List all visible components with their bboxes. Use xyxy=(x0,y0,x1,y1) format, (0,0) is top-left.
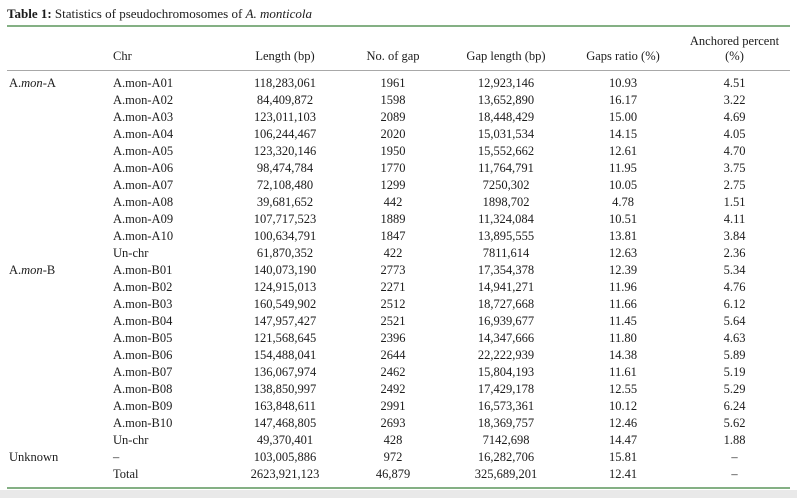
cell-length: 107,717,523 xyxy=(253,212,317,226)
table-row xyxy=(7,211,790,228)
header-group xyxy=(7,26,111,71)
cell-gap_length: 13,652,890 xyxy=(477,93,535,107)
cell-chr: A.mon-A10 xyxy=(113,229,174,243)
cell-length: 39,681,652 xyxy=(256,195,314,209)
header-gap-length: Gap length (bp) xyxy=(445,26,567,71)
header-gaps-ratio: Gaps ratio (%) xyxy=(567,26,679,71)
cell-gaps: 2521 xyxy=(380,314,406,328)
cell-anchored: 4.69 xyxy=(723,110,746,124)
cell-gap_length: 325,689,201 xyxy=(474,467,538,481)
cell-chr: A.mon-B09 xyxy=(113,399,173,413)
table-row xyxy=(7,262,790,279)
cell-gap_length: 17,354,378 xyxy=(477,263,535,277)
cell-gaps: 2020 xyxy=(380,127,406,141)
cell-length: 123,320,146 xyxy=(253,144,317,158)
cell-length: 118,283,061 xyxy=(253,76,317,90)
cell-group xyxy=(7,109,111,126)
cell-gap_length: 16,573,361 xyxy=(477,399,535,413)
cell-gaps: 2512 xyxy=(380,297,406,311)
cell-anchored: 5.29 xyxy=(723,382,746,396)
cell-length: 103,005,886 xyxy=(253,450,317,464)
cell-gap_length: 12,923,146 xyxy=(477,76,535,90)
cell-anchored: 5.62 xyxy=(723,416,746,430)
cell-anchored: 6.12 xyxy=(723,297,746,311)
cell-gap_length: 16,282,706 xyxy=(477,450,535,464)
cell-ratio: 11.61 xyxy=(609,365,637,379)
cell-anchored: 1.51 xyxy=(723,195,746,209)
cell-group xyxy=(7,160,111,177)
table-caption-text: Statistics of pseudochromosomes of xyxy=(54,6,243,21)
table-row xyxy=(7,330,790,347)
cell-gaps: 2693 xyxy=(380,416,406,430)
cell-group xyxy=(7,330,111,347)
cell-anchored: 3.75 xyxy=(723,161,746,175)
cell-anchored: 3.22 xyxy=(723,93,746,107)
cell-anchored: – xyxy=(731,450,738,464)
cell-ratio: 12.63 xyxy=(608,246,638,260)
cell-chr: Total xyxy=(113,467,139,481)
cell-chr: A.mon-B05 xyxy=(113,331,173,345)
cell-gaps: 422 xyxy=(383,246,403,260)
table-row xyxy=(7,194,790,211)
cell-chr: A.mon-A04 xyxy=(113,127,174,141)
table-body xyxy=(7,71,790,489)
cell-ratio: 16.17 xyxy=(608,93,638,107)
cell-chr: A.mon-B10 xyxy=(113,416,173,430)
cell-anchored: 2.75 xyxy=(723,178,746,192)
cell-chr: A.mon-B08 xyxy=(113,382,173,396)
table-row xyxy=(7,398,790,415)
cell-gaps: 1950 xyxy=(380,144,406,158)
cell-ratio: 15.00 xyxy=(608,110,638,124)
table-row xyxy=(7,71,790,93)
table-header-row xyxy=(7,26,790,71)
cell-chr: Un-chr xyxy=(113,433,149,447)
cell-anchored: 5.19 xyxy=(723,365,746,379)
cell-gap_length: 15,804,193 xyxy=(477,365,535,379)
cell-chr: A.mon-B02 xyxy=(113,280,173,294)
cell-ratio: 10.12 xyxy=(608,399,638,413)
cell-gaps: 1598 xyxy=(380,93,406,107)
table-caption-label: Table 1: xyxy=(7,6,52,21)
cell-group xyxy=(7,347,111,364)
cell-gap_length: 7142,698 xyxy=(482,433,530,447)
table-row xyxy=(7,143,790,160)
cell-gap_length: 15,031,534 xyxy=(477,127,535,141)
cell-gap_length: 11,324,084 xyxy=(478,212,534,226)
cell-anchored: 5.64 xyxy=(723,314,746,328)
cell-gaps: 2271 xyxy=(380,280,406,294)
cell-group xyxy=(7,364,111,381)
cell-group xyxy=(7,177,111,194)
table-row xyxy=(7,160,790,177)
cell-length: 106,244,467 xyxy=(253,127,317,141)
table-row xyxy=(7,466,790,488)
cell-ratio: 12.46 xyxy=(608,416,638,430)
cell-group xyxy=(7,398,111,415)
cell-ratio: 12.41 xyxy=(608,467,638,481)
cell-length: 72,108,480 xyxy=(256,178,314,192)
cell-gaps: 972 xyxy=(383,450,403,464)
cell-ratio: 11.66 xyxy=(609,297,637,311)
table-row xyxy=(7,228,790,245)
cell-gap_length: 16,939,677 xyxy=(477,314,535,328)
cell-chr: A.mon-A05 xyxy=(113,144,174,158)
pseudochromosome-stats-table xyxy=(7,25,790,489)
cell-anchored: 3.84 xyxy=(723,229,746,243)
cell-gaps: 1889 xyxy=(380,212,406,226)
cell-gaps: 2644 xyxy=(380,348,406,362)
table-row xyxy=(7,296,790,313)
cell-group xyxy=(7,92,111,109)
cell-gap_length: 14,347,666 xyxy=(477,331,535,345)
table-header xyxy=(7,26,790,71)
table-row xyxy=(7,381,790,398)
cell-chr: A.mon-A06 xyxy=(113,161,174,175)
cell-gap_length: 13,895,555 xyxy=(477,229,535,243)
cell-length: 160,549,902 xyxy=(253,297,317,311)
cell-length: 123,011,103 xyxy=(253,110,317,124)
cell-chr: A.mon-A03 xyxy=(113,110,174,124)
cell-anchored: 5.89 xyxy=(723,348,746,362)
table-row xyxy=(7,313,790,330)
cell-chr: A.mon-B07 xyxy=(113,365,173,379)
cell-anchored: 1.88 xyxy=(723,433,746,447)
cell-anchored: 2.36 xyxy=(723,246,746,260)
cell-group xyxy=(7,143,111,160)
cell-ratio: 11.95 xyxy=(609,161,637,175)
cell-gap_length: 11,764,791 xyxy=(478,161,534,175)
cell-group: Unknown xyxy=(9,450,59,464)
cell-ratio: 11.45 xyxy=(609,314,637,328)
cell-chr: A.mon-A02 xyxy=(113,93,174,107)
table-caption-species: A. monticola xyxy=(245,6,313,21)
cell-chr: A.mon-B04 xyxy=(113,314,173,328)
cell-length: 124,915,013 xyxy=(253,280,317,294)
cell-anchored: 6.24 xyxy=(723,399,746,413)
cell-gaps: 2492 xyxy=(380,382,406,396)
cell-gap_length: 15,552,662 xyxy=(477,144,535,158)
cell-gap_length: 22,222,939 xyxy=(477,348,535,362)
table-row xyxy=(7,279,790,296)
cell-gaps: 442 xyxy=(383,195,403,209)
cell-ratio: 10.93 xyxy=(608,76,638,90)
cell-length: 61,870,352 xyxy=(256,246,314,260)
page-bottom-band xyxy=(0,490,797,498)
cell-ratio: 13.81 xyxy=(608,229,638,243)
cell-group xyxy=(7,228,111,245)
cell-anchored: 4.05 xyxy=(723,127,746,141)
cell-gaps: 2773 xyxy=(380,263,406,277)
table-row xyxy=(7,177,790,194)
header-anchored-pct: Anchored percent (%) xyxy=(679,26,790,71)
header-length: Length (bp) xyxy=(229,26,341,71)
cell-group xyxy=(7,126,111,143)
cell-length: 147,957,427 xyxy=(253,314,317,328)
table-row xyxy=(7,347,790,364)
cell-anchored: 4.11 xyxy=(723,212,746,226)
cell-gaps: 1299 xyxy=(380,178,406,192)
cell-length: 98,474,784 xyxy=(256,161,314,175)
cell-ratio: 14.47 xyxy=(608,433,638,447)
cell-gap_length: 18,727,668 xyxy=(477,297,535,311)
cell-length: 84,409,872 xyxy=(256,93,314,107)
cell-group xyxy=(7,415,111,432)
cell-length: 2623,921,123 xyxy=(250,467,320,481)
cell-gaps: 1770 xyxy=(380,161,406,175)
cell-length: 49,370,401 xyxy=(256,433,314,447)
cell-gap_length: 18,448,429 xyxy=(477,110,535,124)
header-chr: Chr xyxy=(111,26,229,71)
cell-group xyxy=(7,296,111,313)
cell-gaps: 2089 xyxy=(380,110,406,124)
table-row xyxy=(7,126,790,143)
cell-gap_length: 17,429,178 xyxy=(477,382,535,396)
cell-group xyxy=(7,313,111,330)
cell-length: 136,067,974 xyxy=(253,365,317,379)
cell-chr: A.mon-B06 xyxy=(113,348,173,362)
cell-ratio: 12.55 xyxy=(608,382,638,396)
cell-group xyxy=(7,245,111,262)
table-row xyxy=(7,92,790,109)
table-caption xyxy=(7,4,790,25)
cell-gap_length: 1898,702 xyxy=(482,195,530,209)
table-row xyxy=(7,415,790,432)
cell-gaps: 46,879 xyxy=(375,467,411,481)
cell-group: A.mon-A xyxy=(9,76,56,90)
table-row xyxy=(7,432,790,449)
cell-gaps: 2462 xyxy=(380,365,406,379)
cell-chr: A.mon-A07 xyxy=(113,178,174,192)
cell-anchored: 4.63 xyxy=(723,331,746,345)
cell-gaps: 1847 xyxy=(380,229,406,243)
cell-chr: A.mon-B01 xyxy=(113,263,173,277)
cell-ratio: 14.15 xyxy=(608,127,638,141)
cell-anchored: 4.51 xyxy=(723,76,746,90)
cell-group xyxy=(7,279,111,296)
cell-anchored: 4.70 xyxy=(723,144,746,158)
table-row xyxy=(7,364,790,381)
cell-group xyxy=(7,211,111,228)
cell-length: 163,848,611 xyxy=(253,399,317,413)
cell-anchored: 5.34 xyxy=(723,263,746,277)
cell-chr: A.mon-A01 xyxy=(113,76,174,90)
cell-anchored: 4.76 xyxy=(723,280,746,294)
cell-ratio: 11.80 xyxy=(609,331,637,345)
cell-chr: A.mon-B03 xyxy=(113,297,173,311)
cell-gaps: 428 xyxy=(383,433,403,447)
cell-ratio: 14.38 xyxy=(608,348,638,362)
cell-group xyxy=(7,381,111,398)
cell-gaps: 2991 xyxy=(380,399,406,413)
cell-gaps: 2396 xyxy=(380,331,406,345)
cell-gap_length: 7811,614 xyxy=(482,246,530,260)
cell-group: A.mon-B xyxy=(9,263,56,277)
cell-length: 154,488,041 xyxy=(253,348,317,362)
cell-anchored: – xyxy=(731,467,738,481)
cell-length: 138,850,997 xyxy=(253,382,317,396)
cell-group xyxy=(7,466,111,488)
cell-ratio: 10.51 xyxy=(608,212,638,226)
cell-chr: Un-chr xyxy=(113,246,149,260)
cell-ratio: 12.39 xyxy=(608,263,638,277)
cell-gap_length: 18,369,757 xyxy=(477,416,535,430)
cell-ratio: 10.05 xyxy=(608,178,638,192)
header-no-of-gap: No. of gap xyxy=(341,26,445,71)
table-row xyxy=(7,109,790,126)
cell-ratio: 4.78 xyxy=(612,195,634,209)
cell-group xyxy=(7,432,111,449)
table-row xyxy=(7,449,790,466)
cell-length: 100,634,791 xyxy=(253,229,317,243)
cell-chr: A.mon-A09 xyxy=(113,212,174,226)
cell-gaps: 1961 xyxy=(380,76,406,90)
cell-gap_length: 14,941,271 xyxy=(477,280,535,294)
cell-chr: – xyxy=(113,450,120,464)
cell-chr: A.mon-A08 xyxy=(113,195,174,209)
cell-length: 147,468,805 xyxy=(253,416,317,430)
cell-ratio: 11.96 xyxy=(609,280,637,294)
table-row xyxy=(7,245,790,262)
cell-ratio: 15.81 xyxy=(608,450,638,464)
cell-length: 140,073,190 xyxy=(253,263,317,277)
cell-length: 121,568,645 xyxy=(253,331,317,345)
cell-gap_length: 7250,302 xyxy=(482,178,530,192)
cell-group xyxy=(7,194,111,211)
cell-ratio: 12.61 xyxy=(608,144,638,158)
